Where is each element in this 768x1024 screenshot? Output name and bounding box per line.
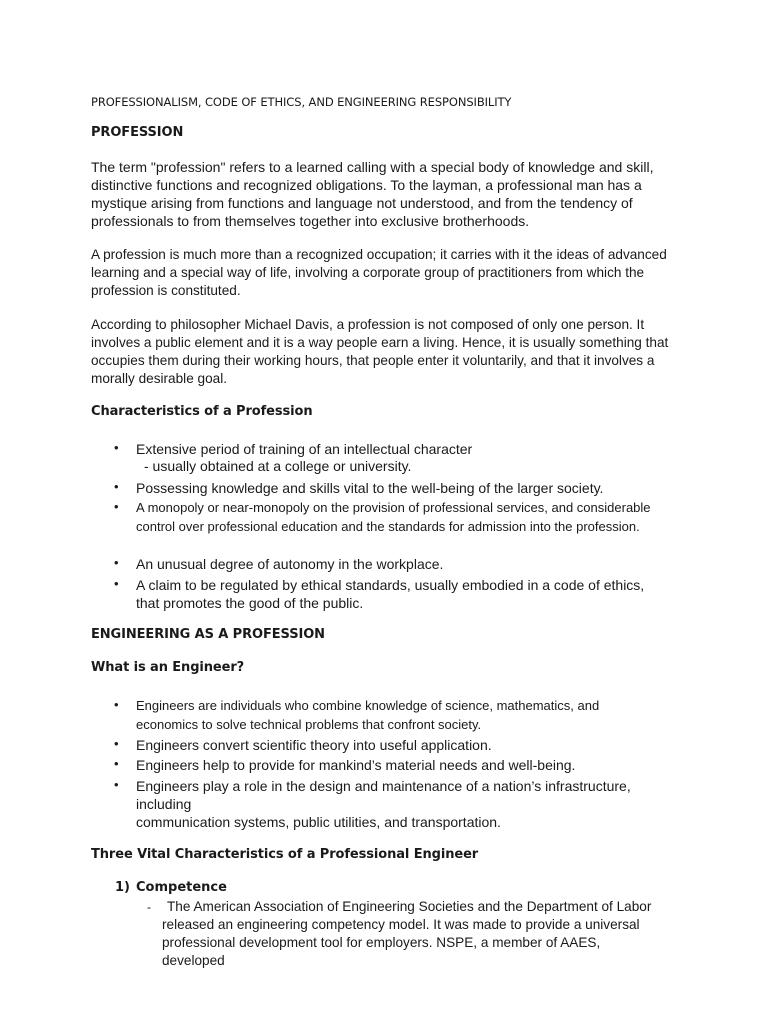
list-item-engineers-provide: Engineers help to provide for mankind’s material needs and well-being. xyxy=(136,757,576,773)
list-number: 1) xyxy=(115,880,130,895)
bullet-icon: • xyxy=(114,576,119,591)
bullet-icon: • xyxy=(114,736,119,751)
bullet-icon: • xyxy=(114,499,119,514)
list-item-autonomy: An unusual degree of autonomy in the workplace. xyxy=(136,556,444,572)
list-item-engineers-infrastructure-cont: communication systems, public utilities, and transportation. xyxy=(136,814,501,830)
dash-marker: - xyxy=(147,900,151,914)
paragraph-michael-davis: According to philosopher Michael Davis, a profession is not composed of only one person. It involves a public element and it is a way people earn a living. Hence, it is usually something that occupies them during their working hours, that people enter it voluntarily, and that it involves a morally desirable goal. xyxy=(91,317,669,386)
heading-characteristics: Characteristics of a Profession xyxy=(91,404,313,419)
list-item-knowledge: Possessing knowledge and skills vital to the well-being of the larger society. xyxy=(136,480,604,496)
heading-what-is-engineer: What is an Engineer? xyxy=(91,660,245,675)
list-item-training-detail: - usually obtained at a college or university. xyxy=(144,458,412,474)
bullet-icon: • xyxy=(114,697,119,712)
bullet-icon: • xyxy=(114,479,119,494)
heading-competence: Competence xyxy=(136,880,227,895)
list-item-monopoly: A monopoly or near-monopoly on the provision of professional services, and considerable control over professional education and the standards for admission into the profession. xyxy=(136,500,651,534)
list-item-engineers-infrastructure: Engineers play a role in the design and maintenance of a nation’s infrastructure, including xyxy=(136,778,631,812)
heading-engineering-profession: ENGINEERING AS A PROFESSION xyxy=(91,627,325,642)
heading-profession: PROFESSION xyxy=(91,125,184,140)
bullet-icon: • xyxy=(114,440,119,455)
paragraph-text: The term "profession" refers to a learned calling with a special body of knowledge and skill, distinctive functions and recognized obligations. To the layman, a professional man has a mystique arising from functions and language not understood, and from the tendency of professionals to from themselves together into exclusive brotherhoods. xyxy=(91,159,654,229)
document-title: PROFESSIONALISM, CODE OF ETHICS, AND ENGINEERING RESPONSIBILITY xyxy=(91,95,512,109)
paragraph-competence: The American Association of Engineering Societies and the Department of Labor released an engineering competency model. It was made to provide a universal professional development tool for employers. NSPE, a member of AAES, developed xyxy=(162,899,652,968)
list-item-ethical-standards: A claim to be regulated by ethical standards, usually embodied in a code of ethics, that promotes the good of the public. xyxy=(136,577,645,611)
paragraph-profession-occupation: A profession is much more than a recognized occupation; it carries with it the ideas of advanced learning and a special way of life, involving a corporate group of practitioners from which the profession is constituted. xyxy=(91,247,667,298)
bullet-icon: • xyxy=(114,756,119,771)
list-item-engineers-convert: Engineers convert scientific theory into useful application. xyxy=(136,737,492,753)
list-item-training: Extensive period of training of an intellectual character xyxy=(136,441,473,457)
bullet-icon: • xyxy=(114,777,119,792)
bullet-icon: • xyxy=(114,555,119,570)
list-item-engineers-combine: Engineers are individuals who combine knowledge of science, mathematics, and economics to solve technical problems that confront society. xyxy=(136,698,600,732)
heading-three-vital-characteristics: Three Vital Characteristics of a Professional Engineer xyxy=(91,847,479,862)
paragraph-profession-definition xyxy=(91,158,691,230)
